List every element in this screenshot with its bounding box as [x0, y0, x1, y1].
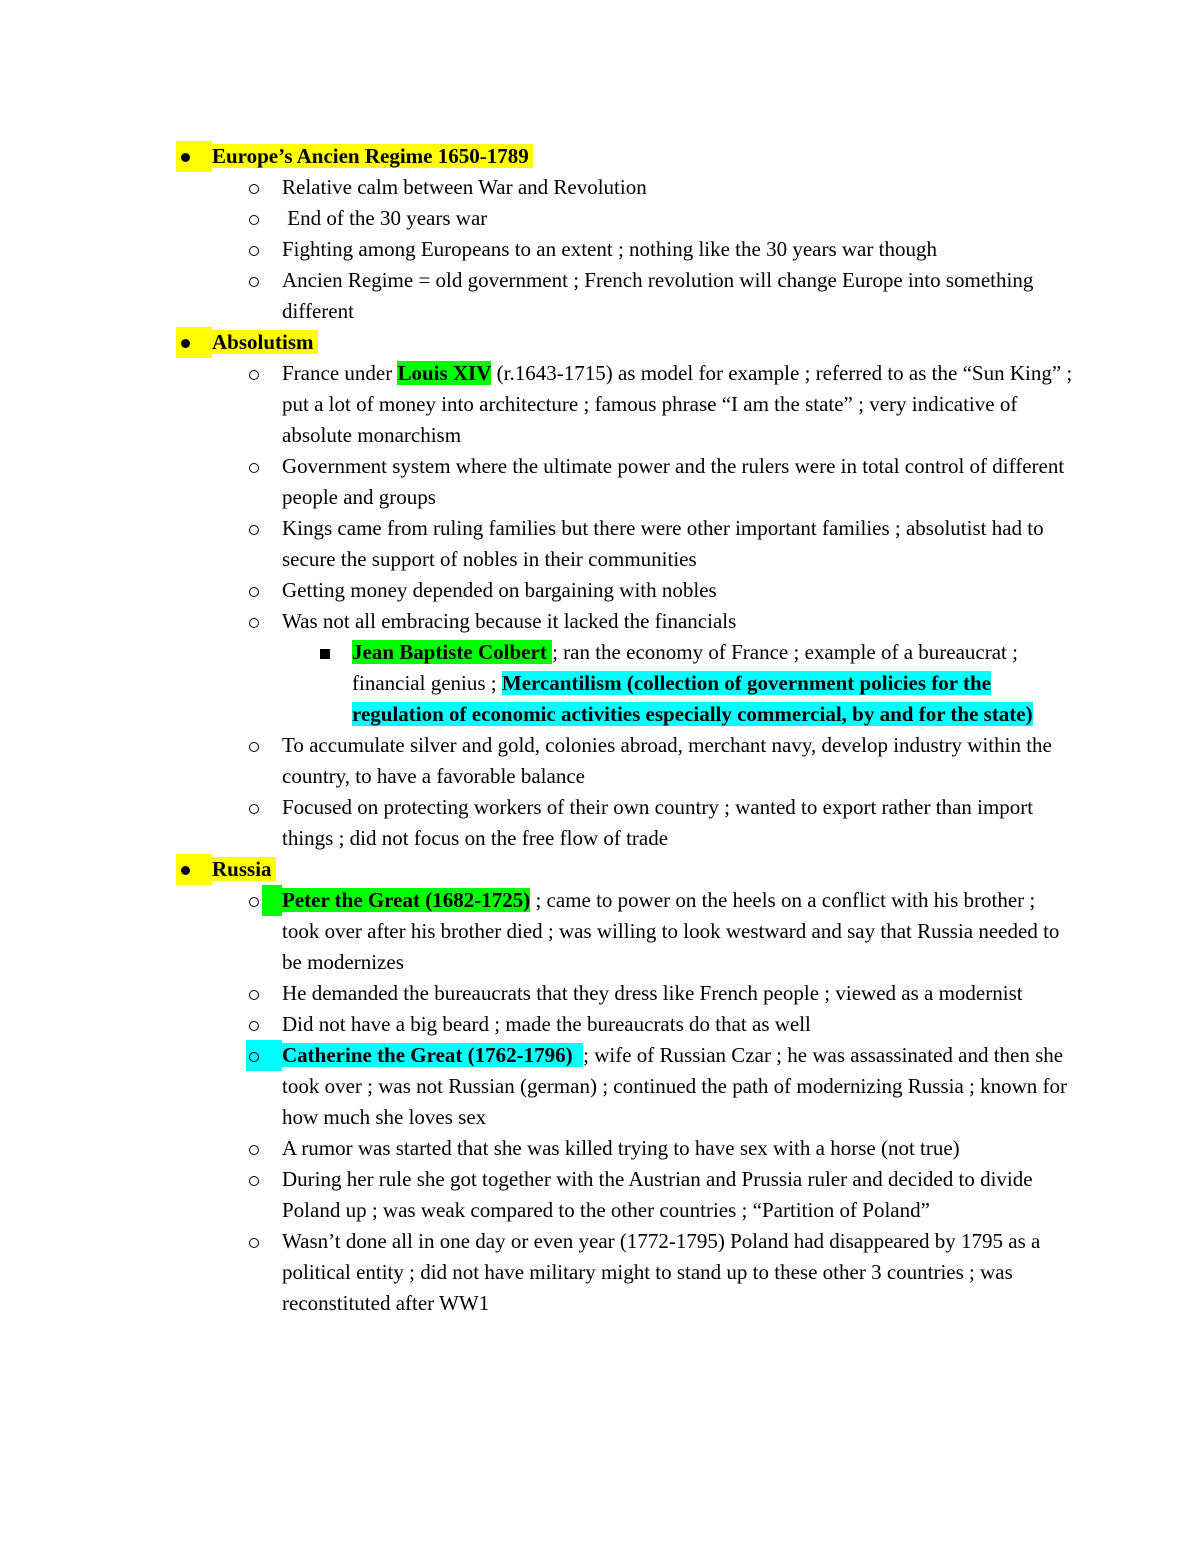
circle-bullet-icon	[246, 172, 266, 203]
list-item: Did not have a big beard ; made the bureaucrats do that as well	[282, 1009, 1076, 1040]
list-item-catherine: Catherine the Great (1762-1796) ; wife of Russian Czar ; he was assassinated and then she took over ; was not Russian (german) ; continued the path of modernizing Russia ; known for how much she loves sex	[282, 1040, 1076, 1133]
list-item: Kings came from ruling families but there were other important families ; absolutist had to secure the support of nobles in their communities	[282, 513, 1076, 575]
highlight-catherine-the-great: Catherine the Great (1762-1796)	[282, 1043, 584, 1067]
list-item: He demanded the bureaucrats that they dress like French people ; viewed as a modernist	[282, 978, 1076, 1009]
highlight-colbert: Jean Baptiste Colbert	[352, 640, 553, 664]
list-item: Ancien Regime = old government ; French revolution will change Europe into something different	[282, 265, 1076, 327]
list-item: Wasn’t done all in one day or even year (1772-1795) Poland had disappeared by 1795 as a political entity ; did not have military might to stand up to these other 3 countries ; was reconstituted after WW1	[282, 1226, 1076, 1319]
heading-text: Europe’s Ancien Regime 1650-1789	[212, 144, 533, 168]
circle-bullet-icon	[246, 1040, 282, 1071]
bullet-icon	[176, 141, 212, 172]
list-item: Government system where the ultimate power and the rulers were in total control of different people and groups	[282, 451, 1076, 513]
circle-bullet-icon	[246, 1226, 266, 1257]
highlight-louis-xiv: Louis XIV	[397, 361, 492, 385]
circle-bullet-icon	[246, 730, 266, 761]
circle-bullet-icon	[246, 1164, 266, 1195]
circle-bullet-icon	[246, 513, 266, 544]
circle-bullet-icon	[246, 358, 266, 389]
circle-bullet-icon	[246, 451, 266, 482]
circle-bullet-icon	[246, 978, 266, 1009]
circle-bullet-icon	[246, 234, 266, 265]
list-item: To accumulate silver and gold, colonies abroad, merchant navy, develop industry within the country, to have a favorable balance	[282, 730, 1076, 792]
notes-outline	[176, 141, 1076, 1319]
square-bullet-icon	[318, 637, 338, 668]
list-item-louis: France under Louis XIV (r.1643-1715) as model for example ; referred to as the “Sun King” ; put a lot of money into architecture ; famous phrase “I am the state” ; very indicative of absolute monarchism	[282, 358, 1076, 451]
section-heading-absolutism	[176, 327, 1076, 358]
list-item: Relative calm between War and Revolution	[282, 172, 1076, 203]
heading-text: Russia	[212, 857, 276, 881]
circle-bullet-icon	[246, 575, 266, 606]
list-item-peter: Peter the Great (1682-1725) ; came to power on the heels on a conflict with his brother ; took over after his brother died ; was willing to look westward and say that Russia needed to be modernizes	[282, 885, 1076, 978]
section-heading-ancien-regime	[176, 141, 1076, 172]
circle-bullet-icon	[246, 1133, 266, 1164]
list-item: Fighting among Europeans to an extent ; nothing like the 30 years war though	[282, 234, 1076, 265]
highlight-peter-the-great: Peter the Great (1682-1725)	[282, 888, 531, 912]
bullet-icon	[176, 854, 212, 885]
circle-bullet-icon	[246, 203, 266, 234]
circle-bullet-icon	[246, 606, 266, 637]
section-heading-russia	[176, 854, 1076, 885]
highlight-mercantilism: Mercantilism (collection of government policies for the regulation of economic activities especially commercial, by and for the state)	[352, 671, 1033, 726]
list-item: End of the 30 years war	[282, 203, 1076, 234]
circle-bullet-icon	[246, 265, 266, 296]
sub-list-item-colbert: Jean Baptiste Colbert ; ran the economy of France ; example of a bureaucrat ; financial genius ; Mercantilism (collection of government policies for the regulation of economic activities especially commercial, by and for the state)	[352, 637, 1076, 730]
list-item: Focused on protecting workers of their own country ; wanted to export rather than import things ; did not focus on the free flow of trade	[282, 792, 1076, 854]
bullet-icon	[176, 327, 212, 358]
circle-bullet-icon	[262, 885, 282, 916]
circle-bullet-icon	[246, 1009, 266, 1040]
list-item: During her rule she got together with the Austrian and Prussia ruler and decided to divide Poland up ; was weak compared to the other countries ; “Partition of Poland”	[282, 1164, 1076, 1226]
list-item: Was not all embracing because it lacked the financials	[282, 606, 1076, 637]
circle-bullet-icon	[246, 792, 266, 823]
heading-text: Absolutism	[212, 330, 318, 354]
list-item: Getting money depended on bargaining with nobles	[282, 575, 1076, 606]
list-item: A rumor was started that she was killed trying to have sex with a horse (not true)	[282, 1133, 1076, 1164]
